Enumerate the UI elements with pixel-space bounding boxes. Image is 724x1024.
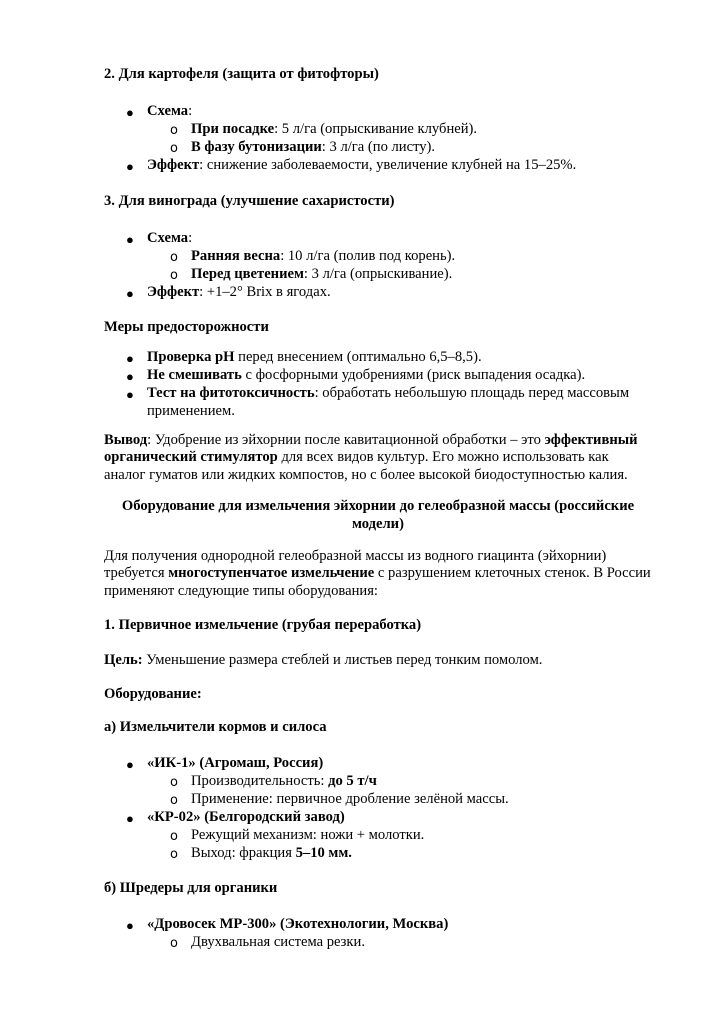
item-text: : 3 л/га (опрыскивание). [303,266,453,282]
grape-item-spring [191,248,455,265]
item-text: : 5 л/га (опрыскивание клубней). [274,121,478,137]
item-label: Тест на фитотоксичность [147,385,315,401]
circle-bullet-icon: o [170,250,178,265]
grape-scheme [147,230,192,247]
circle-bullet-icon: o [170,936,178,951]
bullet-icon: ● [126,159,134,174]
goal-label: Цель: [104,652,143,668]
circle-bullet-icon: o [170,775,178,790]
sub-bold: до 5 т/ч [328,773,377,789]
bullet-icon: ● [126,232,134,247]
ik1-title: «ИК-1» (Агромаш, Россия) [147,755,324,771]
kr02-title: «КР-02» (Белгородский завод) [147,809,345,825]
bullet-icon: ● [126,286,134,301]
conclusion-paragraph [104,432,652,484]
equipment-title-line1: Оборудование для измельчения эйхорнии до гелеобразной массы (российские [121,498,635,514]
precautions-heading: Меры предосторожности [104,319,269,335]
bullet-icon: ● [126,811,134,826]
effect-label: Эффект [147,157,200,173]
sub-bold: 5–10 мм. [295,845,352,861]
grape-effect [147,284,331,301]
equipment-intro [104,548,652,600]
circle-bullet-icon: o [170,123,178,138]
intro-part2: с разрушением клеточных стенок. В России применяют следующие типы оборудования: [104,565,651,599]
scheme-colon: : [188,103,193,119]
bullet-icon: ● [126,387,134,402]
bullet-icon: ● [126,918,134,933]
item-label: Ранняя весна [191,248,281,264]
potato-item-planting [191,121,477,138]
grape-item-flowering [191,266,452,283]
grape-heading: 3. Для винограда (улучшение сахаристости) [104,193,395,209]
potato-effect [147,157,576,174]
drovosek-cutting: Двухвальная система резки. [191,934,365,950]
item-text: с фосфорными удобрениями (риск выпадения осадка). [241,367,586,383]
item-text: : 3 л/га (по листу). [321,139,436,155]
scheme-label: Схема [147,103,189,119]
bullet-icon: ● [126,351,134,366]
item-text: : 10 л/га (полив под корень). [280,248,456,264]
precaution-ph [147,349,482,366]
ik1-productivity [191,773,377,790]
bullet-icon: ● [126,105,134,120]
circle-bullet-icon: o [170,829,178,844]
item-text: : обработать небольшую площадь перед массовым [314,385,630,401]
effect-label: Эффект [147,284,200,300]
ik1-application: Применение: первичное дробление зелёной массы. [191,791,509,807]
primary-heading: 1. Первичное измельчение (грубая переработка) [104,617,422,633]
intro-bold: многоступенчатое измельчение [168,565,375,582]
precaution-phytotox-cont: применением. [147,403,235,419]
bullet-icon: ● [126,369,134,384]
effect-text: : +1–2° Brix в ягодах. [199,284,331,300]
circle-bullet-icon: o [170,847,178,862]
potato-scheme [147,103,192,120]
kr02-mechanism: Режущий механизм: ножи + молотки. [191,827,425,843]
equipment-label: Оборудование: [104,686,202,702]
circle-bullet-icon: o [170,268,178,283]
item-text: перед внесением (оптимально 6,5–8,5). [234,349,482,365]
effect-text: : снижение заболеваемости, увеличение клубней на 15–25%. [199,157,577,173]
conclusion-part2: для всех видов культур. Его можно использовать как аналог гуматов или жидких компостов, но с более высокой биодоступностью калия. [104,449,628,483]
conclusion-label: Вывод [104,432,148,448]
section-b-heading: б) Шредеры для органики [104,880,278,896]
conclusion-bold: эффективный органический стимулятор [104,432,638,466]
section-a-heading: а) Измельчители кормов и силоса [104,719,327,735]
drovosek-title: «Дровосек МР-300» (Экотехнологии, Москва) [147,916,449,932]
item-label: При посадке [191,121,275,137]
item-label: Проверка pH [147,349,235,365]
kr02-output [191,845,352,862]
potato-heading: 2. Для картофеля (защита от фитофторы) [104,66,379,82]
sub-text: Производительность: [191,773,329,789]
circle-bullet-icon: o [170,141,178,156]
conclusion-part1: : Удобрение из эйхорнии после кавитационной обработки – это [147,432,545,448]
sub-text: Выход: фракция [191,845,296,861]
circle-bullet-icon: o [170,793,178,808]
item-label: В фазу бутонизации [191,139,322,155]
equipment-title-line2: модели) [352,516,404,532]
precaution-no-mix [147,367,585,384]
scheme-colon: : [188,230,193,246]
precaution-phytotox [147,385,629,402]
potato-item-budding [191,139,435,156]
primary-goal [104,652,542,669]
intro-part1: Для получения однородной гелеобразной массы из водного гиацинта (эйхорнии) требуется [104,548,607,582]
item-label: Не смешивать [147,367,242,383]
item-label: Перед цветением [191,266,304,282]
goal-text: Уменьшение размера стеблей и листьев перед тонким помолом. [142,652,543,668]
bullet-icon: ● [126,757,134,772]
scheme-label: Схема [147,230,189,246]
